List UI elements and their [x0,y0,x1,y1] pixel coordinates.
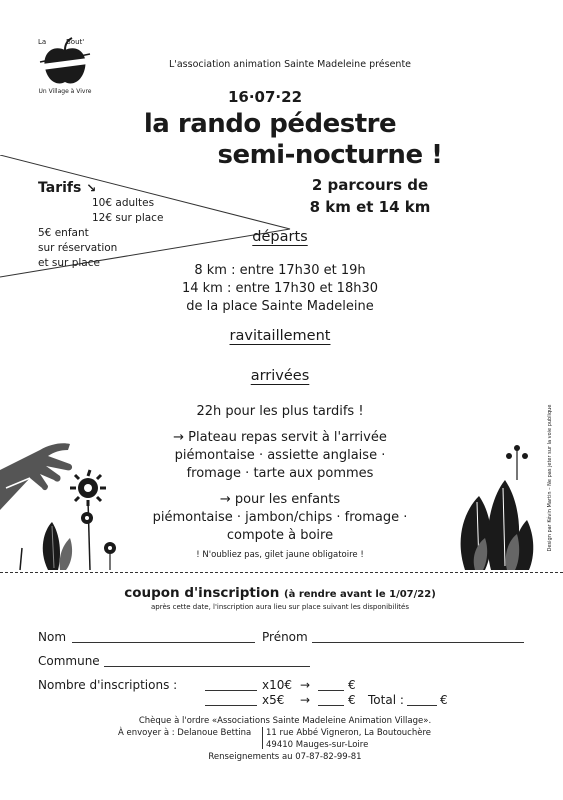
arrivees-plateau: → Plateau repas servit à l'arrivée [173,430,387,445]
prenom-label: Prénom [262,630,308,644]
coupon-deadline: (à rendre avant le 1/07/22) [284,589,436,600]
coupon-title [100,585,460,601]
logo-word-la: La [38,38,47,46]
coupon-subtitle: après cette date, l'inscription aura lieu sur place suivant les disponibilités [150,603,410,611]
logo-tagline: Un Village à Vivre [38,88,92,95]
arrivees-enfants: → pour les enfants [219,492,341,507]
tarif-adultes: 10€ adultes [92,197,155,209]
prenom-field[interactable] [312,642,524,643]
x5-label: x5€ [262,693,285,707]
title-line-2: semi-nocturne ! [217,140,443,170]
x10-label: x10€ [262,678,293,692]
address-divider [262,727,263,749]
gilet-note: ! N'oubliez pas, gilet jaune obligatoire ! [196,550,364,560]
address-line-1: 11 rue Abbé Vigneron, La Boutouchère [266,728,431,738]
leaf-icon [461,480,534,570]
plants-illustration [455,440,540,575]
renseignements-line: Renseignements au 07-87-82-99-81 [208,752,362,762]
arrivees-menu-2: fromage · tarte aux pommes [186,466,374,481]
tarif-et-sur-place: et sur place [38,257,100,269]
total-field[interactable] [407,705,437,706]
arrivees-menu-enfants-2: compote à boire [226,528,334,543]
departs-heading: départs [252,229,308,245]
parcours-line-2: 8 km et 14 km [309,198,431,216]
small-flower-icon [81,512,116,570]
side-credit [540,385,553,575]
arrivees-menu-enfants-1: piémontaise · jambon/chips · fromage · [152,510,408,525]
ravitaillement-heading: ravitaillement [229,328,331,344]
title-line-1: la rando pédestre [143,109,397,139]
subtotal-adult-field[interactable] [318,690,344,691]
tarif-enfant: 5€ enfant [38,227,89,239]
arrivees-tardifs: 22h pour les plus tardifs ! [196,404,364,419]
side-credit-text: Design par Kévin Martin – Ne pas jeter sur la voie publique [547,404,553,552]
event-date: 16·07·22 [227,88,303,106]
coupon-title-text: coupon d'inscription [124,585,280,601]
commune-field[interactable] [104,666,310,667]
departs-line-14km: 14 km : entre 17h30 et 18h30 [181,281,379,296]
tarifs-title [38,180,96,196]
logo-word-bout: Bout' [66,38,85,46]
nom-field[interactable] [72,642,255,643]
departs-line-8km: 8 km : entre 17h30 et 19h [194,263,366,278]
qty-child-field[interactable] [205,705,257,706]
arrivees-heading: arrivées [250,368,310,384]
inscriptions-label: Nombre d'inscriptions : [38,678,178,692]
departs-line-place: de la place Sainte Madeleine [186,299,374,314]
euro-label: € [348,678,356,692]
euro-label: € [440,693,448,707]
tarif-sur-place: 12€ sur place [92,212,164,224]
tarifs-title-text: Tarifs [38,180,82,196]
presents-text: L'association animation Sainte Madeleine présente [168,59,412,70]
hand-flowers-illustration [0,430,130,575]
leaf-icon [20,522,72,570]
arrow-right-icon: → [300,678,311,692]
total-label: Total : [368,693,404,707]
arrow-down-right-icon: ↘ [86,181,97,195]
send-to-line: À envoyer à : Delanoue Bettina [118,728,252,738]
arrow-right-icon: → [300,693,311,707]
hand-icon [0,443,72,510]
cheque-line: Chèque à l'ordre «Associations Sainte Madeleine Animation Village». [138,716,432,726]
subtotal-child-field[interactable] [318,705,344,706]
cut-line [0,572,563,573]
qty-adult-field[interactable] [205,690,257,691]
arrivees-menu-1: piémontaise · assiette anglaise · [174,448,386,463]
nom-label: Nom [38,630,67,644]
address-line-2: 49410 Mauges-sur-Loire [266,740,369,750]
euro-label: € [348,693,356,707]
tarif-reservation: sur réservation [38,242,118,254]
bud-icon [506,445,528,480]
logo [30,30,100,100]
parcours-line-1: 2 parcours de [311,176,429,194]
commune-label: Commune [38,654,100,668]
